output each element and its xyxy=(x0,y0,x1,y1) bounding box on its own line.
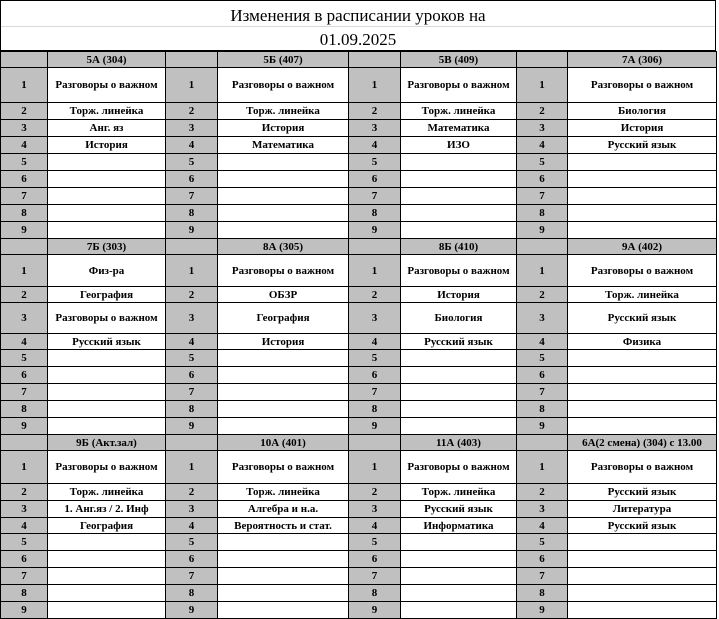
schedule-title-box xyxy=(0,0,716,51)
lesson-number: 6 xyxy=(1,551,48,568)
lesson-number: 9 xyxy=(166,222,218,239)
lesson-row xyxy=(1,350,717,367)
lesson-subject: Разговоры о важном xyxy=(568,255,717,287)
lesson-number: 9 xyxy=(1,602,48,619)
lesson-subject: Торж. линейка xyxy=(401,103,517,120)
lesson-subject: Математика xyxy=(401,120,517,137)
lesson-subject: 1. Анг.яз / 2. Инф xyxy=(48,501,166,518)
lesson-subject: Торж. линейка xyxy=(48,484,166,501)
lesson-number: 4 xyxy=(1,137,48,154)
lesson-number: 7 xyxy=(349,384,401,401)
lesson-number: 7 xyxy=(349,188,401,205)
lesson-row xyxy=(1,384,717,401)
lesson-number: 7 xyxy=(517,568,568,585)
header-blank-cell xyxy=(517,52,568,68)
header-blank-cell xyxy=(517,435,568,451)
header-blank-cell xyxy=(1,52,48,68)
lesson-subject xyxy=(48,350,166,367)
schedule-grid xyxy=(0,51,717,619)
lesson-number: 3 xyxy=(166,120,218,137)
lesson-subject xyxy=(218,367,349,384)
lesson-subject xyxy=(401,585,517,602)
lesson-number: 2 xyxy=(517,287,568,303)
lesson-subject: Русский язык xyxy=(568,303,717,334)
lesson-row xyxy=(1,518,717,534)
lesson-number: 8 xyxy=(349,401,401,418)
lesson-number: 7 xyxy=(517,384,568,401)
lesson-number: 4 xyxy=(517,518,568,534)
lesson-subject xyxy=(568,585,717,602)
lesson-number: 1 xyxy=(349,68,401,103)
lesson-number: 5 xyxy=(517,350,568,367)
lesson-subject xyxy=(218,350,349,367)
lesson-subject xyxy=(568,418,717,435)
lesson-number: 1 xyxy=(349,451,401,484)
lesson-number: 3 xyxy=(166,303,218,334)
lesson-number: 6 xyxy=(166,171,218,188)
lesson-row xyxy=(1,585,717,602)
lesson-subject: История xyxy=(568,120,717,137)
lesson-row xyxy=(1,188,717,205)
lesson-row xyxy=(1,68,717,103)
lesson-subject xyxy=(568,384,717,401)
lesson-row xyxy=(1,568,717,585)
lesson-row xyxy=(1,154,717,171)
lesson-number: 1 xyxy=(166,255,218,287)
lesson-number: 3 xyxy=(349,303,401,334)
lesson-number: 4 xyxy=(166,334,218,350)
lesson-subject: Русский язык xyxy=(401,501,517,518)
lesson-number: 6 xyxy=(1,367,48,384)
lesson-subject xyxy=(568,602,717,619)
lesson-subject: История xyxy=(401,287,517,303)
lesson-subject: Литература xyxy=(568,501,717,518)
lesson-number: 7 xyxy=(166,568,218,585)
lesson-subject xyxy=(401,171,517,188)
lesson-number: 8 xyxy=(517,585,568,602)
header-blank-cell xyxy=(1,435,48,451)
lesson-subject xyxy=(218,222,349,239)
lesson-number: 6 xyxy=(166,551,218,568)
lesson-number: 5 xyxy=(166,534,218,551)
lesson-row xyxy=(1,551,717,568)
header-blank-cell xyxy=(1,239,48,255)
lesson-number: 2 xyxy=(1,103,48,120)
lesson-subject xyxy=(568,171,717,188)
lesson-subject: Вероятность и стат. xyxy=(218,518,349,534)
lesson-row xyxy=(1,602,717,619)
lesson-row xyxy=(1,401,717,418)
lesson-subject: География xyxy=(48,287,166,303)
lesson-subject: Разговоры о важном xyxy=(48,68,166,103)
lesson-subject: Торж. линейка xyxy=(48,103,166,120)
class-header-row xyxy=(1,239,717,255)
lesson-subject xyxy=(401,350,517,367)
lesson-number: 4 xyxy=(349,137,401,154)
schedule-date: 01.09.2025 xyxy=(319,30,397,49)
lesson-number: 4 xyxy=(1,518,48,534)
lesson-subject xyxy=(568,188,717,205)
lesson-subject xyxy=(48,585,166,602)
lesson-subject xyxy=(48,171,166,188)
lesson-subject: Русский язык xyxy=(568,484,717,501)
class-name-header: 8Б (410) xyxy=(401,239,517,255)
lesson-number: 9 xyxy=(1,222,48,239)
lesson-subject xyxy=(568,367,717,384)
lesson-subject: Разговоры о важном xyxy=(218,451,349,484)
lesson-number: 3 xyxy=(1,120,48,137)
lesson-row xyxy=(1,303,717,334)
lesson-row xyxy=(1,287,717,303)
lesson-subject: Разговоры о важном xyxy=(218,255,349,287)
lesson-number: 3 xyxy=(166,501,218,518)
lesson-number: 4 xyxy=(166,137,218,154)
lesson-number: 8 xyxy=(349,205,401,222)
lesson-number: 6 xyxy=(349,367,401,384)
lesson-number: 6 xyxy=(166,367,218,384)
lesson-subject: Разговоры о важном xyxy=(401,68,517,103)
lesson-subject xyxy=(401,602,517,619)
class-name-header: 11А (403) xyxy=(401,435,517,451)
lesson-number: 2 xyxy=(517,103,568,120)
lesson-subject xyxy=(568,205,717,222)
lesson-number: 8 xyxy=(166,205,218,222)
lesson-number: 5 xyxy=(517,154,568,171)
lesson-number: 1 xyxy=(517,68,568,103)
lesson-number: 6 xyxy=(517,171,568,188)
header-blank-cell xyxy=(166,52,218,68)
lesson-number: 5 xyxy=(1,534,48,551)
lesson-number: 8 xyxy=(517,205,568,222)
class-name-header: 6А(2 смена) (304) с 13.00 xyxy=(568,435,717,451)
class-name-header: 5Б (407) xyxy=(218,52,349,68)
lesson-subject: География xyxy=(48,518,166,534)
lesson-subject xyxy=(401,222,517,239)
lesson-number: 3 xyxy=(1,501,48,518)
lesson-subject xyxy=(48,602,166,619)
lesson-row xyxy=(1,418,717,435)
header-blank-cell xyxy=(517,239,568,255)
lesson-subject: Торж. линейка xyxy=(218,484,349,501)
lesson-number: 9 xyxy=(166,602,218,619)
lesson-subject: Разговоры о важном xyxy=(218,68,349,103)
lesson-number: 1 xyxy=(517,255,568,287)
class-name-header: 8А (305) xyxy=(218,239,349,255)
lesson-number: 5 xyxy=(349,350,401,367)
lesson-number: 1 xyxy=(349,255,401,287)
lesson-subject: Русский язык xyxy=(568,137,717,154)
lesson-number: 9 xyxy=(349,222,401,239)
lesson-subject xyxy=(568,401,717,418)
lesson-number: 5 xyxy=(166,350,218,367)
lesson-subject: Торж. линейка xyxy=(568,287,717,303)
lesson-subject: ИЗО xyxy=(401,137,517,154)
lesson-row xyxy=(1,534,717,551)
lesson-number: 2 xyxy=(166,484,218,501)
lesson-number: 8 xyxy=(1,585,48,602)
lesson-number: 9 xyxy=(166,418,218,435)
lesson-number: 1 xyxy=(1,451,48,484)
lesson-subject xyxy=(401,401,517,418)
lesson-subject: Разговоры о важном xyxy=(401,255,517,287)
lesson-subject xyxy=(218,534,349,551)
title-gridline xyxy=(1,26,715,27)
lesson-subject: История xyxy=(218,334,349,350)
lesson-number: 7 xyxy=(1,568,48,585)
lesson-subject xyxy=(401,367,517,384)
lesson-number: 5 xyxy=(349,534,401,551)
lesson-row xyxy=(1,501,717,518)
lesson-number: 6 xyxy=(349,551,401,568)
lesson-number: 9 xyxy=(517,418,568,435)
class-header-row xyxy=(1,435,717,451)
lesson-subject xyxy=(48,534,166,551)
lesson-number: 3 xyxy=(349,120,401,137)
lesson-row xyxy=(1,255,717,287)
lesson-subject xyxy=(401,568,517,585)
header-blank-cell xyxy=(349,435,401,451)
lesson-subject: ОБЗР xyxy=(218,287,349,303)
lesson-subject xyxy=(568,551,717,568)
header-blank-cell xyxy=(166,435,218,451)
lesson-number: 3 xyxy=(1,303,48,334)
header-blank-cell xyxy=(349,52,401,68)
lesson-subject xyxy=(401,205,517,222)
lesson-subject xyxy=(48,205,166,222)
lesson-subject xyxy=(218,418,349,435)
class-name-header: 5В (409) xyxy=(401,52,517,68)
lesson-row xyxy=(1,367,717,384)
schedule-title: Изменения в расписании уроков на xyxy=(230,6,486,25)
lesson-subject xyxy=(218,551,349,568)
lesson-subject xyxy=(568,222,717,239)
lesson-number: 2 xyxy=(349,484,401,501)
lesson-number: 8 xyxy=(166,585,218,602)
lesson-subject: Торж. линейка xyxy=(218,103,349,120)
lesson-number: 4 xyxy=(1,334,48,350)
lesson-number: 4 xyxy=(517,137,568,154)
lesson-number: 5 xyxy=(166,154,218,171)
lesson-subject xyxy=(48,384,166,401)
lesson-subject xyxy=(568,568,717,585)
lesson-subject: Разговоры о важном xyxy=(48,451,166,484)
lesson-subject xyxy=(568,350,717,367)
lesson-number: 8 xyxy=(1,205,48,222)
lesson-subject xyxy=(48,568,166,585)
lesson-number: 2 xyxy=(166,287,218,303)
lesson-number: 2 xyxy=(1,287,48,303)
lesson-number: 8 xyxy=(166,401,218,418)
lesson-subject: География xyxy=(218,303,349,334)
lesson-number: 8 xyxy=(517,401,568,418)
lesson-subject: Русский язык xyxy=(401,334,517,350)
class-name-header: 7Б (303) xyxy=(48,239,166,255)
lesson-subject: Информатика xyxy=(401,518,517,534)
lesson-number: 7 xyxy=(517,188,568,205)
lesson-number: 2 xyxy=(166,103,218,120)
lesson-number: 5 xyxy=(349,154,401,171)
lesson-subject xyxy=(401,188,517,205)
lesson-subject xyxy=(218,154,349,171)
lesson-row xyxy=(1,222,717,239)
lesson-number: 4 xyxy=(166,518,218,534)
lesson-subject xyxy=(568,534,717,551)
lesson-number: 1 xyxy=(166,68,218,103)
lesson-subject: История xyxy=(218,120,349,137)
lesson-number: 9 xyxy=(349,602,401,619)
lesson-subject xyxy=(401,154,517,171)
lesson-subject: Математика xyxy=(218,137,349,154)
lesson-subject: Торж. линейка xyxy=(401,484,517,501)
lesson-number: 6 xyxy=(1,171,48,188)
lesson-number: 4 xyxy=(517,334,568,350)
lesson-subject: Анг. яз xyxy=(48,120,166,137)
lesson-subject: Биология xyxy=(401,303,517,334)
lesson-number: 4 xyxy=(349,518,401,534)
lesson-subject xyxy=(401,534,517,551)
lesson-number: 3 xyxy=(517,303,568,334)
lesson-number: 1 xyxy=(1,255,48,287)
lesson-row xyxy=(1,334,717,350)
lesson-number: 1 xyxy=(517,451,568,484)
lesson-number: 9 xyxy=(517,602,568,619)
lesson-subject xyxy=(401,384,517,401)
class-name-header: 10А (401) xyxy=(218,435,349,451)
lesson-subject xyxy=(48,551,166,568)
lesson-subject: История xyxy=(48,137,166,154)
lesson-number: 9 xyxy=(349,418,401,435)
lesson-subject xyxy=(218,384,349,401)
lesson-subject: Разговоры о важном xyxy=(401,451,517,484)
lesson-row xyxy=(1,484,717,501)
lesson-subject: Биология xyxy=(568,103,717,120)
lesson-subject xyxy=(48,154,166,171)
lesson-number: 7 xyxy=(349,568,401,585)
lesson-subject: Физ-ра xyxy=(48,255,166,287)
class-name-header: 9Б (Акт.зал) xyxy=(48,435,166,451)
lesson-subject xyxy=(218,188,349,205)
class-name-header: 5А (304) xyxy=(48,52,166,68)
lesson-number: 3 xyxy=(517,501,568,518)
lesson-subject xyxy=(48,188,166,205)
lesson-number: 9 xyxy=(1,418,48,435)
lesson-number: 5 xyxy=(1,350,48,367)
lesson-subject xyxy=(218,171,349,188)
lesson-number: 4 xyxy=(349,334,401,350)
lesson-row xyxy=(1,103,717,120)
lesson-subject: Разговоры о важном xyxy=(568,451,717,484)
schedule-table xyxy=(0,51,717,619)
lesson-number: 2 xyxy=(1,484,48,501)
lesson-subject: Физика xyxy=(568,334,717,350)
header-blank-cell xyxy=(349,239,401,255)
lesson-subject: Разговоры о важном xyxy=(568,68,717,103)
lesson-subject: Алгебра и н.а. xyxy=(218,501,349,518)
lesson-subject xyxy=(568,154,717,171)
lesson-subject xyxy=(48,401,166,418)
lesson-number: 3 xyxy=(349,501,401,518)
lesson-number: 2 xyxy=(517,484,568,501)
lesson-subject xyxy=(48,367,166,384)
lesson-subject xyxy=(218,205,349,222)
lesson-number: 1 xyxy=(1,68,48,103)
lesson-subject xyxy=(401,551,517,568)
lesson-number: 6 xyxy=(517,367,568,384)
lesson-subject xyxy=(218,568,349,585)
lesson-number: 7 xyxy=(166,188,218,205)
lesson-row xyxy=(1,205,717,222)
lesson-row xyxy=(1,120,717,137)
lesson-number: 8 xyxy=(349,585,401,602)
lesson-row xyxy=(1,451,717,484)
lesson-subject xyxy=(218,585,349,602)
lesson-number: 7 xyxy=(166,384,218,401)
lesson-row xyxy=(1,171,717,188)
lesson-number: 2 xyxy=(349,103,401,120)
class-name-header: 7А (306) xyxy=(568,52,717,68)
lesson-number: 7 xyxy=(1,188,48,205)
lesson-subject: Русский язык xyxy=(48,334,166,350)
lesson-number: 2 xyxy=(349,287,401,303)
class-name-header: 9А (402) xyxy=(568,239,717,255)
lesson-number: 6 xyxy=(349,171,401,188)
lesson-row xyxy=(1,137,717,154)
lesson-number: 3 xyxy=(517,120,568,137)
lesson-number: 5 xyxy=(517,534,568,551)
lesson-number: 6 xyxy=(517,551,568,568)
lesson-subject: Разговоры о важном xyxy=(48,303,166,334)
lesson-subject xyxy=(218,602,349,619)
lesson-number: 8 xyxy=(1,401,48,418)
lesson-number: 9 xyxy=(517,222,568,239)
lesson-subject: Русский язык xyxy=(568,518,717,534)
lesson-subject xyxy=(401,418,517,435)
lesson-subject xyxy=(48,222,166,239)
lesson-number: 5 xyxy=(1,154,48,171)
lesson-number: 7 xyxy=(1,384,48,401)
lesson-number: 1 xyxy=(166,451,218,484)
header-blank-cell xyxy=(166,239,218,255)
class-header-row xyxy=(1,52,717,68)
lesson-subject xyxy=(218,401,349,418)
lesson-subject xyxy=(48,418,166,435)
